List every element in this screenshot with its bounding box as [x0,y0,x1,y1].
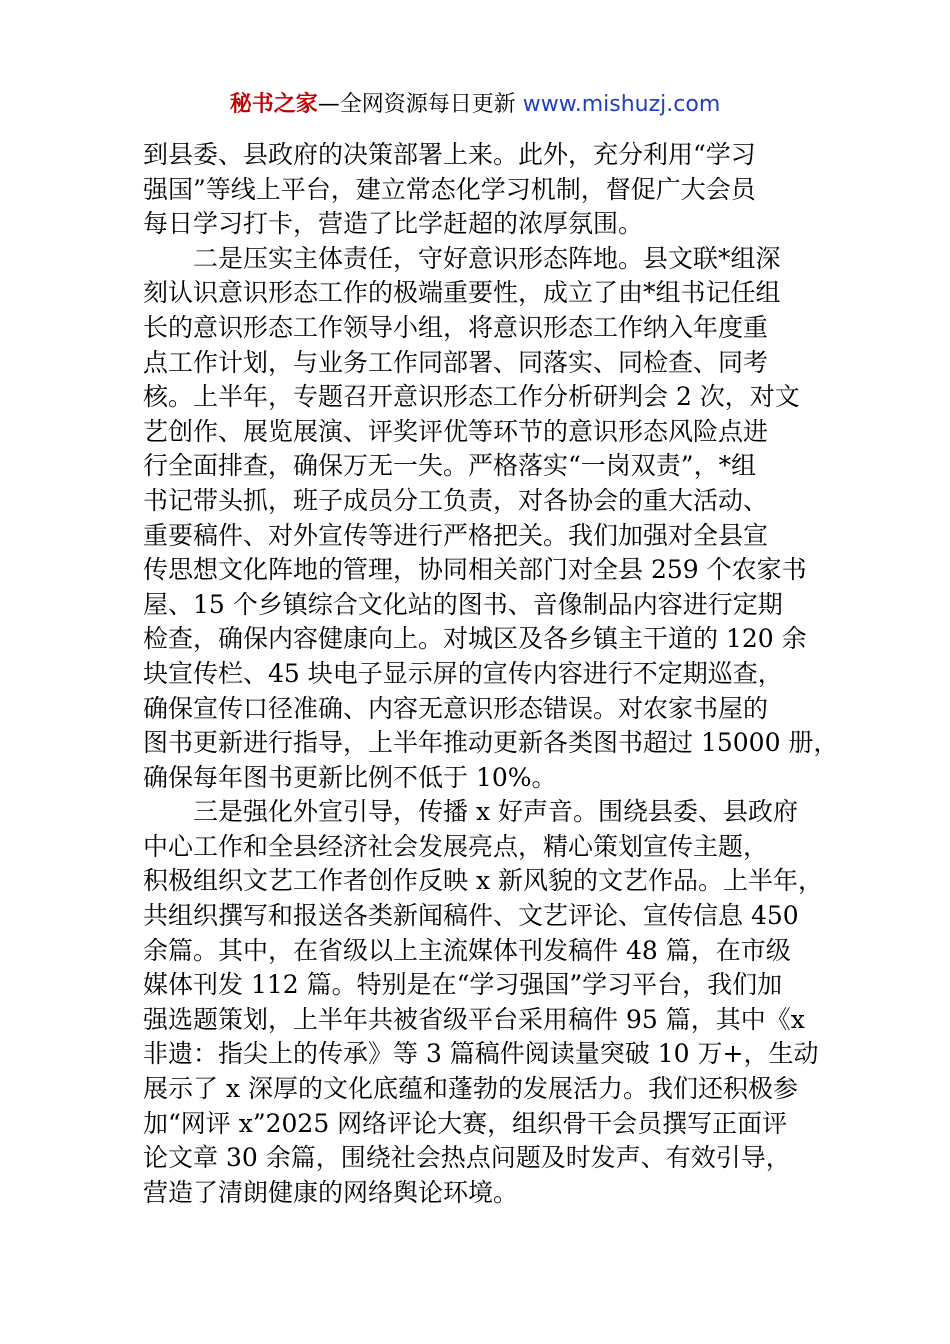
text-line: 书记带头抓，班子成员分工负责，对各协会的重大活动、 [143,485,769,515]
text-line: 积极组织文艺工作者创作反映 x 新风貌的文艺作品。上半年， [143,866,823,896]
text-line: 媒体刊发 112 篇。特别是在“学习强国”学习平台，我们加 [143,970,783,1000]
page-header [0,88,950,122]
text-line: 图书更新进行指导，上半年推动更新各类图书超过 15000 册， [143,728,839,758]
text-line: 长的意识形态工作领导小组，将意识形态工作纳入年度重 [143,312,769,342]
text-line: 到县委、县政府的决策部署上来。此外，充分利用“学习 [143,140,756,169]
brand-name: 秘书之家 [229,92,318,117]
text-line: 重要稿件、对外宣传等进行严格把关。我们加强对全县宣 [143,520,769,550]
text-line: 中心工作和全县经济社会发展亮点，精心策划宣传主题， [143,831,769,861]
text-line: 共组织撰写和报送各类新闻稿件、文艺评论、宣传信息 450 [143,901,799,931]
document-body [143,138,839,1210]
text-line: 展示了 x 深厚的文化底蕴和蓬勃的发展活力。我们还积极参 [143,1074,798,1104]
header-slogan: —全网资源每日更新 [317,92,516,117]
text-line: 余篇。其中，在省级以上主流媒体刊发稿件 48 篇，在市级 [143,935,791,965]
text-line: 确保宣传口径准确、内容无意识形态错误。对农家书屋的 [143,693,769,723]
text-line: 每日学习打卡，营造了比学赶超的浓厚氛围。 [143,209,644,239]
text-line: 点工作计划，与业务工作同部署、同落实、同检查、同考 [143,347,769,377]
text-line: 非遗：指尖上的传承》等 3 篇稿件阅读量突破 10 万+，生动 [143,1039,819,1069]
text-line: 传思想文化阵地的管理，协同相关部门对全县 259 个农家书 [143,555,807,585]
website-link[interactable]: www.mishuzj.com [522,92,721,117]
text-line: 刻认识意识形态工作的极端重要性，成立了由*组书记任组 [143,278,781,308]
text-line: 营造了清朗健康的网络舆论环境。 [143,1177,519,1207]
text-line: 块宣传栏、45 块电子显示屏的宣传内容进行不定期巡查， [143,658,783,688]
text-line: 强选题策划，上半年共被省级平台采用稿件 95 篇，其中《x [143,1004,805,1034]
text-line: 强国”等线上平台，建立常态化学习机制，督促广大会员 [143,174,756,204]
text-line: 加“网评 x”2025 网络评论大赛，组织骨干会员撰写正面评 [143,1108,788,1138]
text-line: 核。上半年，专题召开意识形态工作分析研判会 2 次，对文 [143,382,800,412]
text-line: 屋、15 个乡镇综合文化站的图书、音像制品内容进行定期 [143,589,783,619]
paragraph-start-line: 三是强化外宣引导，传播 x 好声音。围绕县委、县政府 [193,797,798,827]
text-line: 确保每年图书更新比例不低于 10%。 [143,762,557,792]
text-line: 艺创作、展览展演、评奖评优等环节的意识形态风险点进 [143,416,769,446]
paragraph-start-line: 二是压实主体责任，守好意识形态阵地。县文联*组深 [193,243,781,273]
text-line: 行全面排查，确保万无一失。严格落实“一岗双责”，*组 [143,451,757,481]
text-line: 检查，确保内容健康向上。对城区及各乡镇主干道的 120 余 [143,624,807,654]
text-line: 论文章 30 余篇，围绕社会热点问题及时发声、有效引导， [143,1143,791,1173]
